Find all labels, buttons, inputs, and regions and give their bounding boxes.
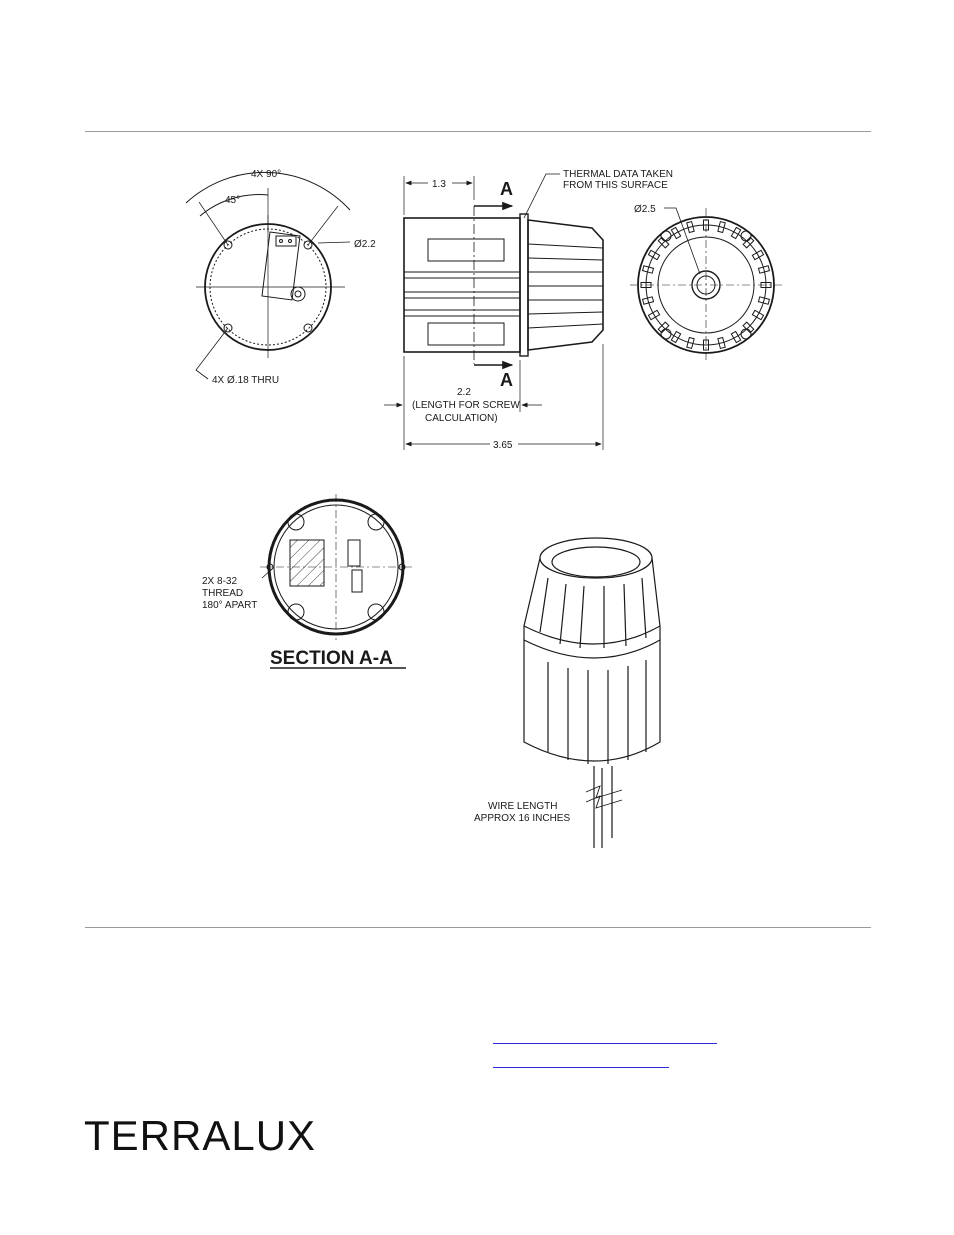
link-underline-1[interactable] xyxy=(493,1043,717,1044)
wire-line2: APPROX 16 INCHES xyxy=(474,813,571,824)
angle-count-label: 4X 90° xyxy=(251,169,282,180)
top-diameter-label: Ø2.2 xyxy=(354,239,376,250)
overall-length-label: 3.65 xyxy=(493,440,513,451)
screw-dim-label: 2.2 xyxy=(457,387,471,398)
dim-1-3-label: 1.3 xyxy=(432,179,446,190)
wire-line1: WIRE LENGTH xyxy=(488,801,558,812)
top-view xyxy=(186,172,350,379)
thermal-note-line1: THERMAL DATA TAKEN xyxy=(563,169,674,180)
thermal-note-line2: FROM THIS SURFACE xyxy=(563,180,668,191)
front-diameter-label: Ø2.5 xyxy=(634,204,656,215)
section-mark-bottom: A xyxy=(500,370,513,390)
section-title: SECTION A-A xyxy=(270,648,393,669)
bottom-divider xyxy=(85,927,871,928)
thread-line3: 180° APART xyxy=(202,600,258,611)
angle-45-label: 45° xyxy=(225,195,241,206)
link-underline-2[interactable] xyxy=(493,1067,669,1068)
section-mark-top: A xyxy=(500,179,513,199)
section-view xyxy=(260,494,412,640)
screw-note-line2: CALCULATION) xyxy=(425,413,498,424)
front-view xyxy=(630,208,782,362)
thread-line2: THREAD xyxy=(202,588,244,599)
screw-note-line1: (LENGTH FOR SCREW xyxy=(412,400,520,411)
thread-line1: 2X 8-32 xyxy=(202,576,238,587)
terralux-logo: TERRALUX xyxy=(84,1112,317,1159)
holes-label: 4X Ø.18 THRU xyxy=(212,375,280,386)
